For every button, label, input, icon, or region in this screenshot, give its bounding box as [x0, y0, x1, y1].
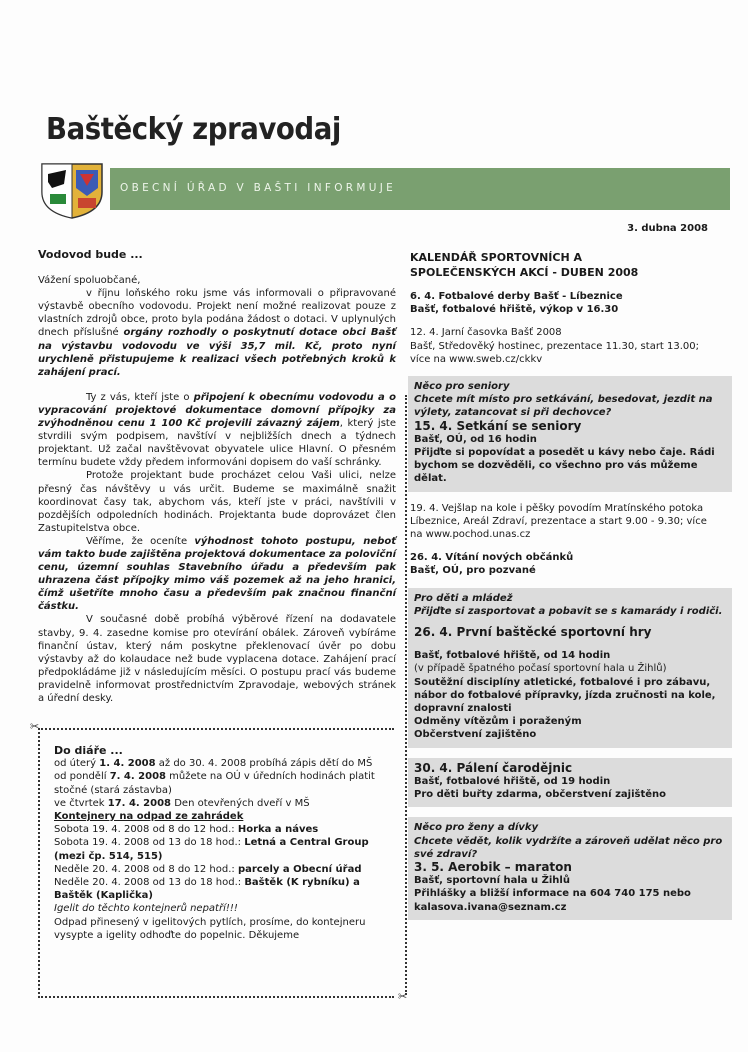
- event-question: Chcete vědět, kolik vydržíte a zároveň udělat něco pro své zdraví?: [414, 835, 723, 860]
- municipal-crest-icon: [36, 162, 108, 220]
- event-item: [410, 326, 722, 366]
- calendar-heading: [410, 250, 722, 280]
- event-detail: Pro děti buřty zdarma, občerstvení zajištěno: [414, 789, 666, 801]
- event-item: [410, 290, 722, 316]
- event-lead: Něco pro ženy a dívky: [414, 822, 539, 834]
- note-item: [54, 770, 384, 796]
- location-text: parcely a Obecní úřad: [237, 863, 362, 875]
- event-title: 19. 4. Vejšlap na kole i pěšky povodím Mratínského potoka: [410, 502, 704, 514]
- event-detail: (v případě špatného počasí sportovní hala u Žihlů): [414, 663, 667, 675]
- paragraph-3: Protože projektant bude procházet celou Vaši ulici, nelze přesný čas návštěvy u vás určit. Budeme se maximálně snažit koordinovat časy tak, abychom vás, kteří jste v práci, navštívili v pozdějších odpoledních hodinách. Projektanta bude doprovázet člen Zastupitelstva obce.: [38, 470, 396, 534]
- event-detail: Bašť, sportovní hala u Žihlů: [414, 875, 570, 887]
- salutation: Vážení spoluobčané,: [38, 275, 141, 287]
- banner-text: OBECNÍ ÚŘAD V BAŠTI INFORMUJE: [120, 182, 397, 194]
- event-lead: Pro děti a mládež: [414, 592, 513, 604]
- text-span: Neděle 20. 4. 2008 od 13 do 18 hod.:: [54, 877, 245, 889]
- page-title: Baštěcký zpravodaj: [46, 112, 341, 147]
- text-span: Věříme, že oceníte: [86, 535, 195, 547]
- text-span: můžete na OÚ v úředních hodinách platit stočné (stará zástavba): [54, 771, 375, 796]
- location-text: Baštěk (K rybníku) a Baštěk (Kaplička): [54, 877, 360, 902]
- event-detail: Bašť, Středověký hostinec, prezentace 11.30, start 13.00; více na www.sweb.cz/ckkv: [410, 340, 700, 365]
- event-title: 12. 4. Jarní časovka Bašť 2008: [410, 327, 562, 339]
- notes-heading: Do diáře ...: [54, 744, 123, 757]
- plastic-warning: Igelit do těchto kontejnerů nepatří!!!: [54, 903, 238, 915]
- event-lead: Něco pro seniory: [414, 381, 510, 393]
- text-span: Den otevřených dveří v MŠ: [171, 797, 310, 809]
- emphasis: připojení k obecnímu vodovodu a o vypracování projektové dokumentace domovní přípojky za zvýhodněnou cenu 1 100 Kč projevili závazný zájem: [38, 391, 396, 430]
- event-title: 26. 4. Vítání nových občánků: [410, 552, 574, 564]
- paragraph-5: V současné době probíhá výběrové řízení na dodavatele stavby, 9. 4. zasedne komise pro otevírání obálek. Zároveň vybíráme finanční ústav, který nám poskytne překlenovací úvěr po dobu výstavby až do kolaudace než bude vyplacena dotace. Zahájení prací předpokládáme již v následujícím měsíci. O postupu prací vás budeme pravidelně informovat prostřednictvím Zpravodaje, webových stránek a úřední desky.: [38, 614, 396, 704]
- heading-line: KALENDÁŘ SPORTOVNÍCH A: [410, 251, 583, 264]
- calendar-notes: [54, 744, 384, 942]
- date-text: 17. 4. 2008: [107, 797, 172, 809]
- event-title: 6. 4. Fotbalové derby Bašť - Líbeznice: [410, 291, 623, 302]
- text-span: v říjnu loňského roku jsme vás informovali o připravované výstavbě obecního vodovodu. Projekt není možné realizovat pouze z vlastních zdrojů obce, proto byla podána žádost o dotaci. V uplynulých dnech příslušné: [38, 288, 396, 339]
- note-item: [54, 797, 384, 810]
- event-detail: Přijďte si popovídat a posedět u kávy nebo čaje. Rádi bychom se dozvěděli, co všechno pro vás můžeme dělat.: [414, 447, 715, 485]
- plastic-instruction: Odpad přinesený v igelitových pytlích, prosíme, do kontejneru vysypte a igelity odhoďte do popelnic. Děkujeme: [54, 916, 366, 941]
- event-detail: Soutěžní disciplíny atletické, fotbalové i pro zábavu, nábor do fotbalové přípravky, jízda zručnosti na kole, dopravní znalosti: [414, 676, 716, 715]
- text-span: Neděle 20. 4. 2008 od 8 do 12 hod.:: [54, 863, 238, 875]
- paragraph-2: [38, 391, 396, 470]
- event-item: [410, 502, 722, 542]
- article-heading: Vodovod bude ...: [38, 248, 143, 261]
- event-box-witches: [408, 758, 732, 808]
- event-detail: Bašť, fotbalové hřiště, výkop v 16.30: [410, 304, 619, 316]
- text-span: , který jste stvrdili svým podpisem, navštíví v nejbližších dnech a týdnech projektant. Už začal navštěvovat obyvatele ulice Hlavní. O přesném termínu budete vždy předem informováni dopisem do vaší schránky.: [38, 418, 396, 469]
- header-banner: [110, 168, 730, 210]
- event-detail: Bašť, fotbalové hřiště, od 14 hodin: [414, 650, 611, 662]
- event-detail: Občerstvení zajištěno: [414, 729, 537, 741]
- event-detail: Bašť, OÚ, od 16 hodin: [414, 433, 537, 445]
- note-item: [54, 757, 384, 770]
- container-item: [54, 823, 384, 836]
- events-calendar: [410, 250, 722, 930]
- event-detail: Odměny vítězům i poraženým: [414, 716, 582, 728]
- cutout-border-right: [405, 395, 407, 995]
- paragraph-1: [38, 287, 396, 379]
- event-item: [410, 551, 722, 577]
- event-box-kids: [408, 588, 732, 748]
- issue-date: 3. dubna 2008: [627, 223, 708, 234]
- text-span: až do 30. 4. 2008 probíhá zápis dětí do MŠ: [155, 758, 373, 770]
- text-span: Sobota 19. 4. 2008 od 13 do 18 hod.:: [54, 837, 245, 849]
- event-box-women: [408, 817, 732, 919]
- event-title: 15. 4. Setkání se seniory: [414, 418, 582, 433]
- event-detail: Přihlášky a bližší informace na 604 740 175 nebo kalasova.ivana@seznam.cz: [414, 888, 691, 913]
- text-span: Ty z vás, kteří jste o: [86, 391, 194, 403]
- event-title: 26. 4. První baštěcké sportovní hry: [414, 625, 652, 640]
- paragraph-4: [38, 535, 396, 614]
- heading-line: SPOLEČENSKÝCH AKCÍ - DUBEN 2008: [410, 266, 639, 279]
- container-item: [54, 863, 384, 876]
- location-text: Letná a Central Group (mezi čp. 514, 515): [54, 837, 369, 862]
- scissors-icon: ✂: [30, 720, 40, 733]
- event-title: 30. 4. Pálení čarodějnic: [414, 760, 573, 775]
- event-box-seniors: [408, 376, 732, 492]
- container-item: [54, 836, 384, 862]
- event-question: Chcete mít místo pro setkávání, besedovat, jezdit na výlety, zatancovat si při dechovce?: [414, 394, 713, 419]
- event-detail: Bašť, fotbalové hřiště, od 19 hodin: [414, 775, 611, 787]
- text-span: od pondělí: [54, 771, 110, 783]
- emphasis: orgány rozhodly o poskytnutí dotace obci Bašť na výstavbu vodovodu ve výši 35,7 mil. Kč, proto nyní urychleně přistupujeme k realizaci všech potřebných kroků k zahájení prací.: [38, 327, 396, 378]
- main-article: [38, 248, 396, 705]
- text-span: Sobota 19. 4. 2008 od 8 do 12 hod.:: [54, 824, 238, 836]
- text-span: od úterý: [54, 758, 100, 770]
- text-span: ve čtvrtek: [54, 797, 108, 809]
- event-title: 3. 5. Aerobik – maraton: [414, 859, 572, 874]
- date-text: 7. 4. 2008: [109, 771, 166, 783]
- date-text: 1. 4. 2008: [99, 758, 156, 770]
- location-text: Horka a náves: [237, 824, 319, 836]
- event-question: Přijďte si zasportovat a pobavit se s kamarády i rodiči.: [414, 605, 723, 617]
- event-detail: Líbeznice, Areál Zdraví, prezentace a start 9.00 - 9.30; více na www.pochod.unas.cz: [410, 515, 707, 541]
- scissors-icon: ✂: [398, 990, 408, 1003]
- event-detail: Bašť, OÚ, pro pozvané: [410, 565, 536, 577]
- container-item: [54, 876, 384, 902]
- emphasis: výhodnost tohoto postupu, neboť vám takto bude zajištěna projektová dokumentace za poloviční cenu, územní souhlas Stavebního úřadu a především pak uhrazena část přípojky mimo váš pozemek až na jeho hranici, čímž ušetříte mnoho času a především pak značnou finanční částku.: [38, 535, 397, 613]
- containers-heading: Kontejnery na odpad ze zahrádek: [54, 811, 244, 823]
